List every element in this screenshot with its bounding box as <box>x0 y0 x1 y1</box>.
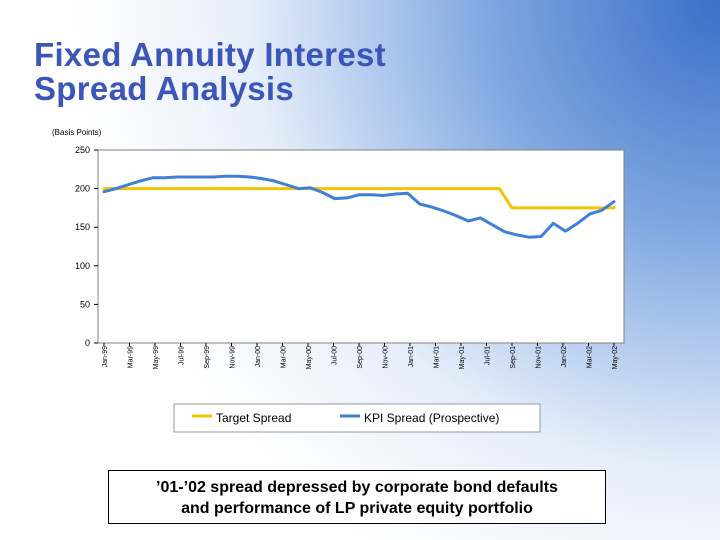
legend-item-kpi-spread-label: KPI Spread (Prospective) <box>364 411 500 425</box>
x-tick-label: Jan-99 <box>102 346 109 368</box>
slide-title-line-1: Fixed Annuity Interest <box>34 36 386 73</box>
x-tick-label: Mar-01 <box>433 346 441 369</box>
x-tick-label: May-99 <box>153 346 160 370</box>
callout-box <box>108 470 606 524</box>
x-tick-label: May-02 <box>612 346 619 370</box>
x-tick-label: Nov-00 <box>382 346 390 369</box>
x-tick-label: Nov-99 <box>229 346 237 369</box>
y-tick-label: 250 <box>74 145 90 155</box>
y-tick-label: 0 <box>84 338 90 348</box>
x-tick-label: Jan-01 <box>408 346 415 368</box>
y-tick-label: 50 <box>79 299 90 310</box>
callout-line-2: and performance of LP private equity portfolio <box>181 500 533 517</box>
x-tick-label: Mar-02 <box>586 346 594 369</box>
y-axis-unit-label: (Basis Points) <box>52 128 102 137</box>
y-tick-label: 100 <box>74 260 90 271</box>
x-tick-label: May-00 <box>306 346 313 370</box>
x-tick-label: Sep-99 <box>204 346 211 369</box>
x-tick-label: Mar-99 <box>127 346 135 369</box>
y-tick-label: 200 <box>74 183 90 194</box>
x-tick-label: May-01 <box>459 346 466 370</box>
x-tick-label: Sep-01 <box>510 346 517 369</box>
x-tick-label: Nov-01 <box>535 346 543 369</box>
x-tick-label: Sep-00 <box>357 346 364 369</box>
y-tick-label: 150 <box>74 222 90 233</box>
callout-line-1: ’01-’02 spread depressed by corporate bond defaults <box>156 479 558 496</box>
x-tick-label: Jan-00 <box>255 346 262 368</box>
x-tick-label: Jul-00 <box>331 346 339 366</box>
x-tick-label: Jul-01 <box>484 346 492 366</box>
x-tick-label: Jul-99 <box>178 346 186 366</box>
x-tick-label: Mar-00 <box>280 346 288 369</box>
plot-area <box>98 150 624 343</box>
slide-title-line-2: Spread Analysis <box>34 70 295 107</box>
legend-item-target-spread-label: Target Spread <box>216 411 292 425</box>
x-tick-label: Jan-02 <box>561 346 568 368</box>
